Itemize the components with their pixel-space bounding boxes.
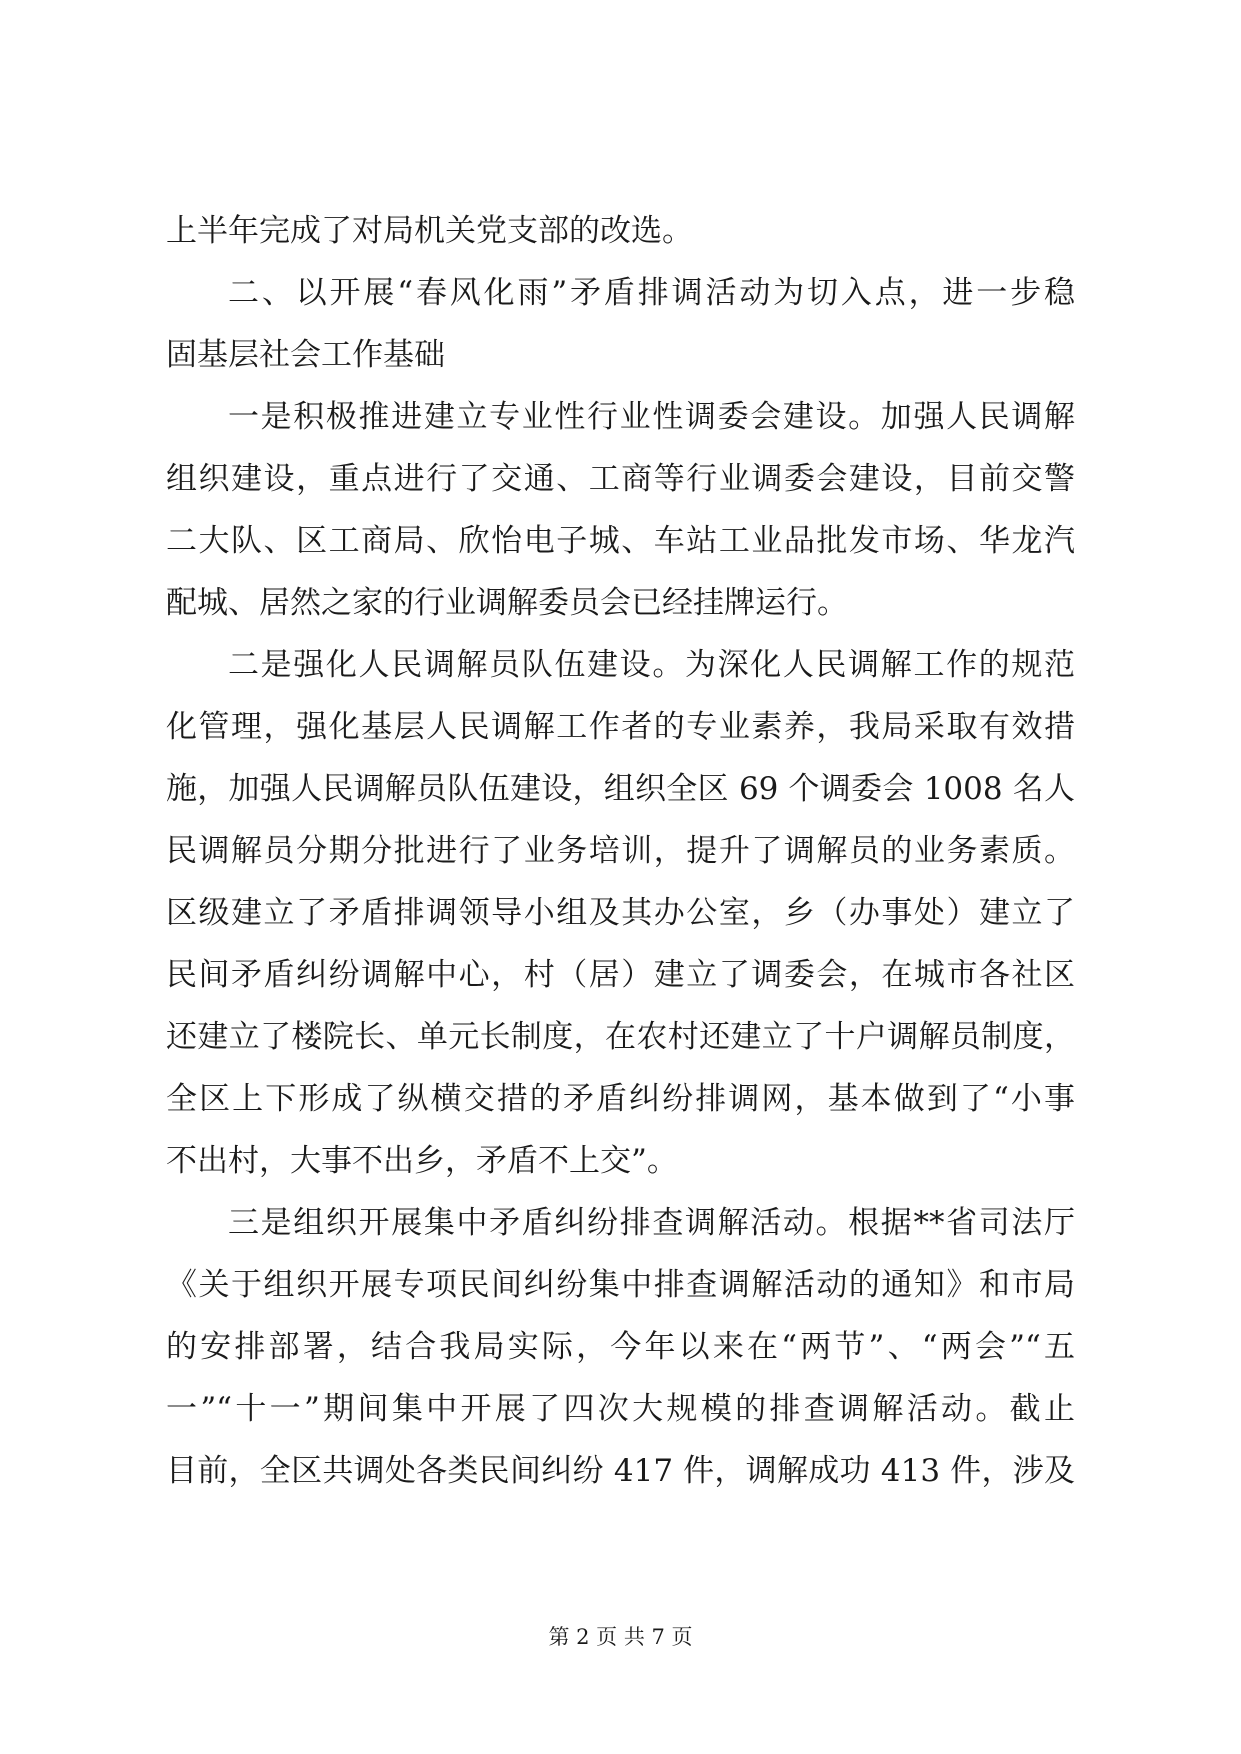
text-line: 还建立了楼院长、单元长制度，在农村还建立了十户调解员制度，	[166, 1019, 1075, 1055]
text-line: 三是组织开展集中矛盾纠纷排查调解活动。根据**省司法厅	[228, 1205, 1075, 1241]
text-line: 的安排部署，结合我局实际，今年以来在“两节”、“两会”“五	[166, 1329, 1075, 1365]
text-line: 《关于组织开展专项民间纠纷集中排查调解活动的通知》和市局	[166, 1267, 1075, 1303]
section-heading-line: 固基层社会工作基础	[166, 337, 445, 373]
document-body	[166, 200, 1075, 1502]
text-line: 民间矛盾纠纷调解中心，村（居）建立了调委会，在城市各社区	[166, 957, 1075, 993]
text-line: 不出村，大事不出乡，矛盾不上交”。	[166, 1143, 678, 1179]
text-line: 民调解员分期分批进行了业务培训，提升了调解员的业务素质。	[166, 833, 1075, 869]
text-line: 施，加强人民调解员队伍建设，组织全区 69 个调委会 1008 名人	[166, 771, 1075, 807]
text-line: 目前，全区共调处各类民间纠纷 417 件，调解成功 413 件，涉及	[166, 1453, 1075, 1489]
text-line: 一是积极推进建立专业性行业性调委会建设。加强人民调解	[228, 399, 1075, 435]
text-line: 一”“十一”期间集中开展了四次大规模的排查调解活动。截止	[166, 1391, 1075, 1427]
text-line: 组织建设，重点进行了交通、工商等行业调委会建设，目前交警	[166, 461, 1075, 497]
text-line: 上半年完成了对局机关党支部的改选。	[166, 213, 693, 249]
page-number: 第 2 页 共 7 页	[548, 1625, 693, 1649]
text-line: 配城、居然之家的行业调解委员会已经挂牌运行。	[166, 585, 848, 621]
text-line: 化管理，强化基层人民调解工作者的专业素养，我局采取有效措	[166, 709, 1075, 745]
text-line: 二大队、区工商局、欣怡电子城、车站工业品批发市场、华龙汽	[166, 523, 1075, 559]
text-line: 全区上下形成了纵横交措的矛盾纠纷排调网，基本做到了“小事	[166, 1081, 1075, 1117]
page-footer	[0, 1622, 1241, 1652]
text-line: 二是强化人民调解员队伍建设。为深化人民调解工作的规范	[228, 647, 1075, 683]
text-line: 区级建立了矛盾排调领导小组及其办公室，乡（办事处）建立了	[166, 895, 1075, 931]
section-heading-line: 二、以开展“春风化雨”矛盾排调活动为切入点，进一步稳	[228, 275, 1075, 311]
